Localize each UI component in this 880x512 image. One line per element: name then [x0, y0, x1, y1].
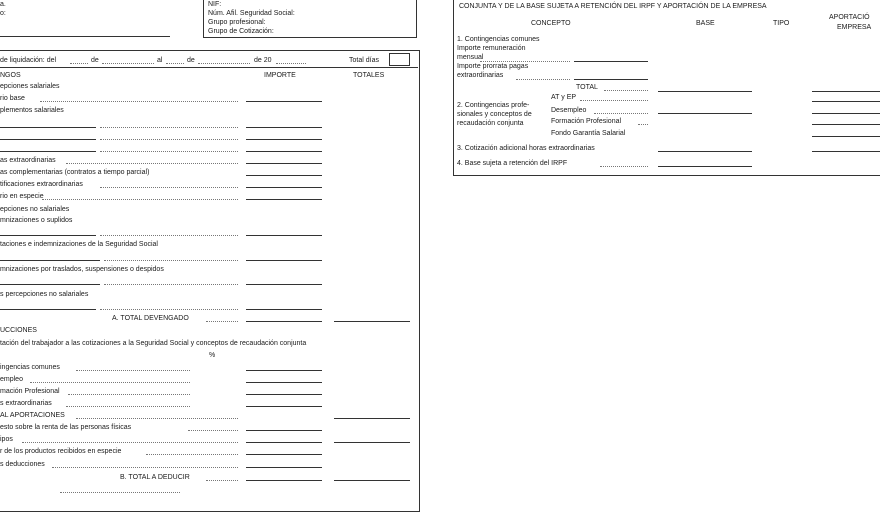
importe-header: IMPORTE: [264, 72, 296, 79]
period-de3: de 20: [254, 57, 272, 64]
deduction-item: s extraordinarias: [0, 400, 52, 407]
deduction-item: s deducciones: [0, 461, 45, 468]
col-concepto: CONCEPTO: [531, 20, 571, 27]
period-de2: de: [187, 57, 195, 64]
deduction-item: r de los productos recibidos en especie: [0, 448, 122, 455]
contribution-group-label: Grupo de Cotización:: [208, 28, 274, 35]
deductions-heading: UCCIONES: [0, 327, 37, 334]
accrual-item: mnizaciones por traslados, suspensiones o despidos: [0, 266, 164, 273]
accrual-item: tificaciones extraordinarias: [0, 181, 83, 188]
deductions-intro: tación del trabajador a las cotizaciones a la Seguridad Social y conceptos de recaudación conjunta: [0, 340, 307, 347]
accrual-item: rio en especie: [0, 193, 44, 200]
col-tipo: TIPO: [773, 20, 790, 27]
desempleo-label: Desempleo: [551, 107, 587, 114]
col-aportacion: APORTACIÓ: [829, 14, 870, 21]
deduction-item: esto sobre la renta de las personas físicas: [0, 424, 132, 431]
deduction-item: mación Profesional: [0, 388, 60, 395]
fgs-label: Fondo Garantía Salarial: [551, 130, 626, 137]
percent-header: %: [209, 352, 216, 359]
at-ep-label: AT y EP: [551, 94, 577, 101]
totales-header: TOTALES: [353, 72, 385, 79]
sec2-line1: 2. Contingencias profe-: [457, 102, 530, 109]
accrual-item: rio base: [0, 95, 25, 102]
accruals-heading: NGOS: [0, 72, 21, 79]
deduction-item: ipos: [0, 436, 13, 443]
accrual-item: taciones e indemnizaciones de la Seguridad Social: [0, 241, 158, 248]
panel-title: CONJUNTA Y DE LA BASE SUJETA A RETENCIÓN DEL IRPF Y APORTACIÓN DE LA EMPRESA: [459, 3, 767, 10]
accrual-item: s percepciones no salariales: [0, 291, 89, 298]
deduction-item: empleo: [0, 376, 23, 383]
total-deduct-label: B. TOTAL A DEDUCIR: [120, 474, 190, 481]
sec1-title: 1. Contingencias comunes: [457, 36, 540, 43]
fp-label: Formación Profesional: [551, 118, 622, 125]
period-al: al: [157, 57, 163, 64]
total-days-label: Total días: [349, 57, 379, 64]
accrual-item: epciones salariales: [0, 83, 60, 90]
period-de1: de: [91, 57, 99, 64]
accrual-item: mnizaciones o suplidos: [0, 217, 73, 224]
sec1-line2: mensual: [457, 54, 484, 61]
professional-group-label: Grupo profesional:: [208, 19, 266, 26]
header-fragment-b: o:: [0, 10, 6, 17]
total-label: TOTAL: [576, 84, 598, 91]
sec4-label: 4. Base sujeta a retención del IRPF: [457, 160, 568, 167]
sec1-line1: Importe remuneración: [457, 45, 526, 52]
accrual-item: epciones no salariales: [0, 206, 70, 213]
total-accrued-label: A. TOTAL DEVENGADO: [112, 315, 189, 322]
col-base: BASE: [696, 20, 715, 27]
ss-number-label: Núm. Afil. Seguridad Social:: [208, 10, 295, 17]
header-fragment-a: a.: [0, 1, 6, 8]
col-empresa: EMPRESA: [837, 24, 872, 31]
total-days-box[interactable]: [389, 53, 410, 66]
accrual-item: plementos salariales: [0, 107, 64, 114]
sec1-line4: extraordinarias: [457, 72, 504, 79]
accrual-item: as extraordinarias: [0, 157, 56, 164]
sec1-line3: Importe prorrata pagas: [457, 63, 529, 70]
sec2-line3: recaudación conjunta: [457, 120, 524, 127]
sec2-line2: sionales y conceptos de: [457, 111, 532, 118]
sec3-label: 3. Cotización adicional horas extraordinarias: [457, 145, 595, 152]
period-label: de liquidación: del: [0, 57, 57, 64]
deduction-item: AL APORTACIONES: [0, 412, 65, 419]
nif-label: NIF:: [208, 1, 222, 8]
deduction-item: ingencias comunes: [0, 364, 60, 371]
accrual-item: as complementarias (contratos a tiempo parcial): [0, 169, 150, 176]
